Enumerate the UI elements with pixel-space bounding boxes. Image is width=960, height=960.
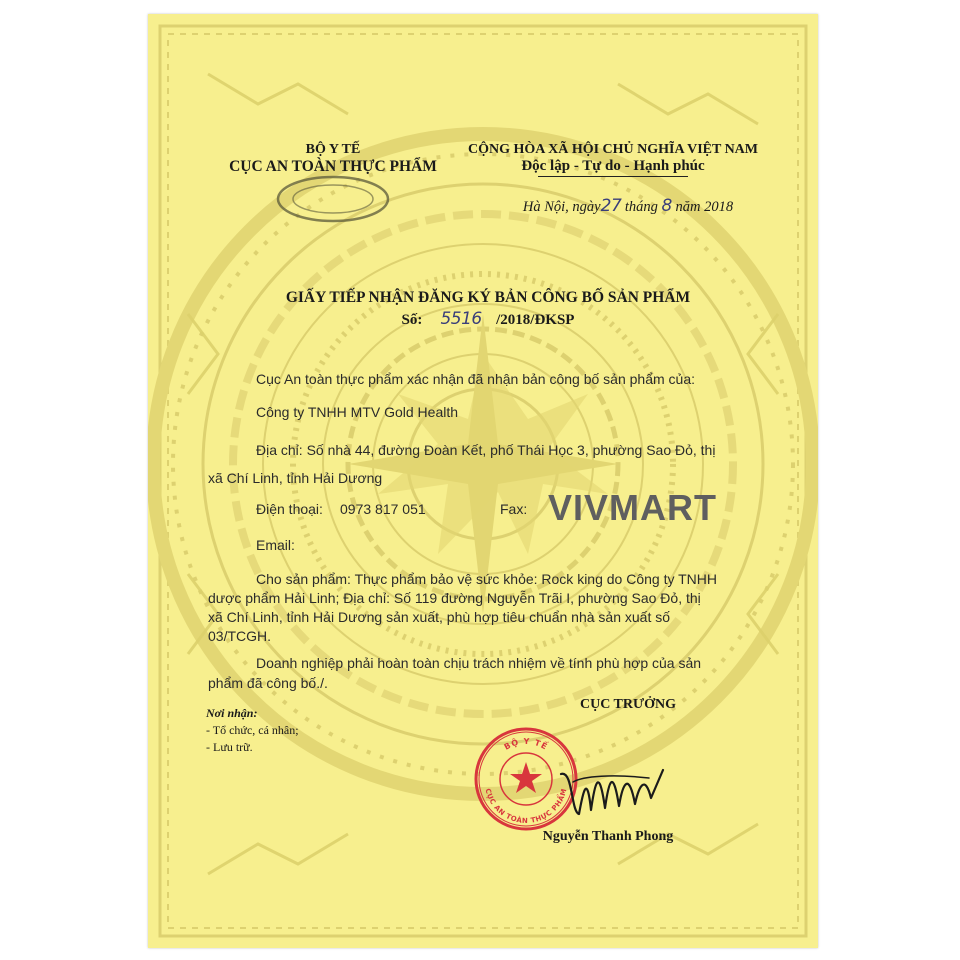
recipient-item: - Tổ chức, cá nhân; (206, 723, 299, 737)
place-and-date (478, 196, 778, 216)
svg-text:BỘ Y TẾ (503, 737, 551, 752)
date-month-handwritten: 8 (661, 196, 672, 216)
product-line-4: 03/TCGH. (208, 628, 272, 644)
address-line-1: Địa chỉ: Số nhà 44, đường Đoàn Kết, phố Thái Học 3, phường Sao Đỏ, thị (256, 442, 716, 458)
signatory-title: CỤC TRƯỞNG (579, 697, 677, 712)
vivmart-watermark: VIVMART (548, 487, 717, 528)
recipient-item: - Lưu trữ. (206, 740, 253, 754)
product-line-3: xã Chí Linh, tỉnh Hải Dương sản xuất, phù hợp tiêu chuẩn nhà sản xuất số (208, 609, 671, 625)
fax-label: Fax: (500, 501, 528, 517)
certificate-page (148, 14, 818, 948)
issuer-logo-emblem (274, 174, 392, 224)
date-year: năm 2018 (675, 199, 734, 215)
document-title: GIẤY TIẾP NHẬN ĐĂNG KÝ BẢN CÔNG BỐ SẢN PHẨM (285, 289, 691, 306)
seal-star-icon (510, 762, 542, 793)
country-name: CỘNG HÒA XÃ HỘI CHỦ NGHĨA VIỆT NAM (467, 142, 758, 157)
date-month-word: tháng (624, 199, 658, 215)
signatory-name: Nguyễn Thanh Phong (542, 829, 674, 844)
national-header (453, 142, 773, 177)
number-label: Số: (401, 312, 423, 328)
agency-name: CỤC AN TOÀN THỰC PHẨM (229, 158, 437, 175)
phone-label: Điện thoại: (256, 501, 323, 517)
date-day-handwritten: 27 (600, 196, 622, 216)
ministry-name: BỘ Y TẾ (305, 142, 361, 157)
intro-text: Cục An toàn thực phẩm xác nhận đã nhận bản công bố sản phẩm của: (256, 371, 696, 387)
address-line-2: xã Chí Linh, tỉnh Hải Dương (208, 470, 383, 486)
phone-value: 0973 817 051 (340, 501, 426, 517)
seal-top-text: BỘ Y TẾ (502, 736, 550, 752)
motto-underline (538, 176, 688, 177)
issuer-header (218, 142, 448, 176)
number-suffix: /2018/ĐKSP (496, 312, 575, 328)
responsibility-line-1: Doanh nghiệp phải hoàn toàn chịu trách nhiệm về tính phù hợp của sản (256, 655, 702, 671)
company-name: Công ty TNHH MTV Gold Health (256, 404, 459, 420)
date-prefix: Hà Nội, ngày (522, 199, 601, 215)
number-handwritten: 5516 (440, 309, 482, 329)
responsibility-line-2: phẩm đã công bố./. (208, 675, 328, 691)
recipients-label: Nơi nhận: (206, 706, 258, 720)
document-number (188, 309, 788, 329)
handwritten-signature (553, 752, 673, 832)
email-label: Email: (256, 537, 295, 553)
product-line-1: Cho sản phẩm: Thực phẩm bảo vệ sức khỏe: Rock king do Công ty TNHH (256, 571, 718, 587)
national-motto: Độc lập - Tự do - Hạnh phúc (521, 158, 705, 174)
product-line-2: dược phẩm Hải Linh; Địa chỉ: Số 119 đường Nguyễn Trãi I, phường Sao Đỏ, thị (208, 590, 701, 606)
seal-ring-text: CỤC AN TOÀN THỰC PHẨM (483, 787, 569, 826)
